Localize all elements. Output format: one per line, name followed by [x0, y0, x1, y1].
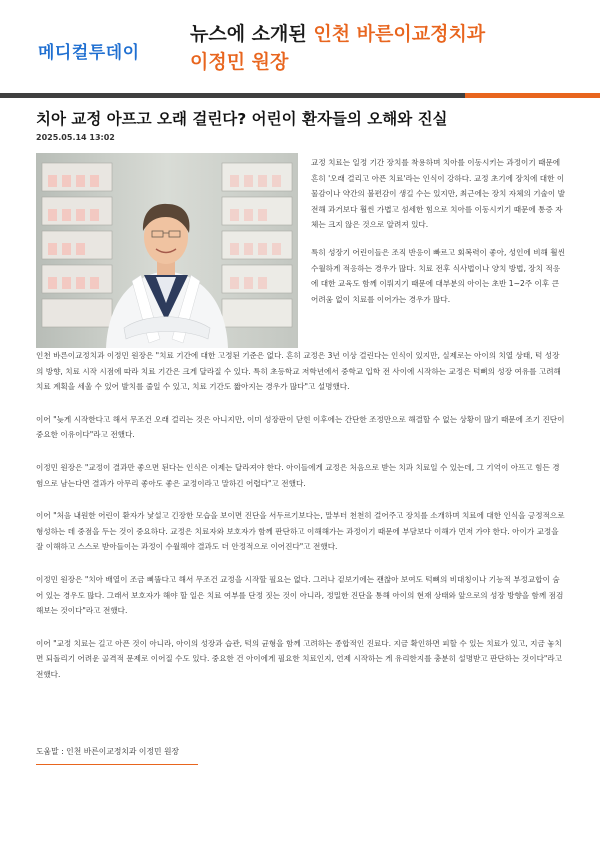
- body-paragraph: 이어 "처음 내원한 어린이 환자가 낯설고 긴장한 모습을 보이면 진단을 서두르기보다는, 말부터 천천히 걸어주고 장치를 소개하며 치료에 대한 인식을 긍정적으로 형성하는 데 중점을 두는 것이 중요하다. 교정은 치료자와 보호자가 함께 판단하고 이해해가는 과정이기 때문에 부담보다 이해가 먼저 가야 한다. 아이가 교정을 잘 이해하고 스스로 받아들이는 과정이 수월해야 결과도 더 안정적으로 이어진다"고 전했다.: [36, 511, 565, 552]
- body-paragraph: 이어 "늦게 시작한다고 해서 무조건 오래 걸리는 것은 아니지만, 이미 성장판이 닫힌 이후에는 간단한 조정만으로 해결할 수 없는 상황이 많기 때문에 조기 진단이 중요한 이유이다"라고 전했다.: [36, 414, 565, 440]
- article-side-text: [311, 155, 567, 319]
- article-date: 2025.05.14 13:02: [36, 133, 115, 142]
- page-header: [0, 0, 600, 92]
- body-paragraph: 이정민 원장은 "교정이 결과만 좋으면 된다는 인식은 이제는 달라져야 한다. 아이들에게 교정은 처음으로 받는 치과 치료일 수 있는데, 그 기억이 아프고 힘든 경험으로 남는다면 결과가 아무리 좋아도 좋은 교정이라고 말하긴 어렵다"고 전했다.: [36, 462, 560, 488]
- headline-clinic: 인천 바른이교정치과: [313, 23, 486, 45]
- logo-medical-today: 메디컬투데이: [38, 43, 140, 63]
- article-title: 치아 교정 아프고 오래 걸린다? 어린이 환자들의 오해와 진실: [36, 110, 448, 128]
- headline-text: 뉴스에 소개된: [190, 23, 314, 45]
- body-paragraph: 인천 바른이교정치과 이정민 원장은 "치료 기간에 대한 고정된 기준은 없다. 흔히 교정은 3년 이상 걸린다는 인식이 있지만, 실제로는 아이의 치열 상태, 턱 성장의 방향, 치료 시작 시점에 따라 치료 기간은 크게 달라질 수 있다. 특히 초등학교 저학년에서 중학교 입학 전 사이에 시작하는 교정은 턱뼈의 성장 여유를 고려해 치료 계획을 세울 수 있어 발치를 줄일 수 있고, 치료 기간도 짧아지는 경우가 많다"고 설명했다.: [36, 351, 561, 392]
- header-divider: [0, 93, 465, 98]
- article-credit: 도움말 : 인천 바른이교정치과 이정민 원장: [36, 747, 180, 756]
- page-headline: [190, 20, 485, 76]
- body-paragraph: 이정민 원장은 "치아 배열이 조금 삐뚤다고 해서 무조건 교정을 시작할 필요는 없다. 그러나 겉보기에는 괜찮아 보여도 턱뼈의 비대칭이나 기능적 부정교합이 숨어 있는 경우도 많다. 그래서 보호자가 해야 할 일은 치료 여부를 단정 짓는 것이 아니라, 정밀한 진단을 통해 아이의 현재 상태와 앞으로의 성장 방향을 함께 점검해보는 것이다"라고 전했다.: [36, 574, 564, 616]
- article-body: [36, 348, 566, 700]
- credit-underline: [36, 764, 198, 765]
- headline-director: 이정민 원장: [190, 51, 289, 73]
- body-paragraph: 이어 "교정 치료는 길고 아픈 것이 아니라, 아이의 성장과 습관, 턱의 균형을 함께 고려하는 종합적인 진료다. 지금 확인하면 피할 수 있는 치료가 있고, 지금 놓치면 되돌리기 어려운 골격적 문제로 이어질 수도 있다. 중요한 건 아이에게 필요한 치료인지, 언제 시작하는 게 유리한지를 충분히 설명받고 판단하는 것이다"라고 전했다.: [36, 638, 563, 679]
- side-paragraph: 교정 치료는 일정 기간 장치를 착용하며 치아를 이동시키는 과정이기 때문에 흔히 '오래 걸리고 아픈 치료'라는 인식이 강하다. 교정 초기에 장치에 대한 이물감이나 약간의 불편감이 생길 수는 있지만, 최근에는 장치 자체의 기술이 발전해 과거보다 훨씬 가볍고 섬세한 힘으로 치아를 이동시키기 때문에 통증 자체는 크지 않은 것으로 알려져 있다.: [311, 158, 565, 230]
- header-divider-accent: [465, 93, 600, 98]
- doctor-photo-illustration: [36, 153, 298, 348]
- doctor-photo: [36, 153, 298, 348]
- side-paragraph: 특히 성장기 어린이들은 조직 반응이 빠르고 회복력이 좋아, 성인에 비해 훨씬 수월하게 적응하는 경우가 많다. 치료 전후 식사법이나 양치 방법, 장치 적응에 대한 교육도 함께 이뤄지기 때문에 대부분의 아이는 초반 1~2주 이후 큰 어려움 없이 치료를 이어가는 경우가 많다.: [311, 247, 565, 304]
